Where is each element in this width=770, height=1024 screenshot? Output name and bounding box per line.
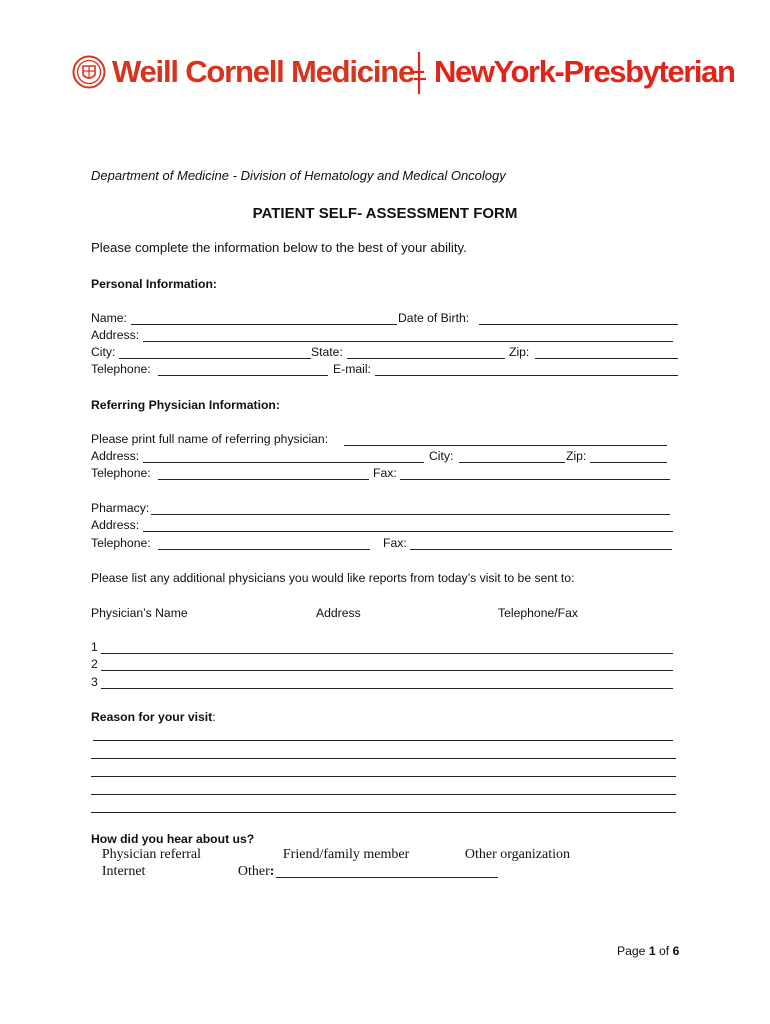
reason-line[interactable] xyxy=(91,812,676,813)
checkbox-icon[interactable] xyxy=(227,864,238,879)
personal-info-heading: Personal Information: xyxy=(91,277,217,291)
ref-zip-label: Zip: xyxy=(566,449,587,463)
ref-city-field[interactable] xyxy=(459,462,565,463)
zip-field[interactable] xyxy=(535,358,678,359)
reason-colon: : xyxy=(212,710,216,724)
physician-row-number: 2 xyxy=(91,657,98,671)
address-label: Address: xyxy=(91,328,140,342)
page-indicator: Page 1 of 6 xyxy=(617,944,680,958)
physician-row-number: 3 xyxy=(91,675,98,689)
reason-line[interactable] xyxy=(91,776,676,777)
form-title: PATIENT SELF- ASSESSMENT FORM xyxy=(252,205,518,222)
physician-row-field[interactable] xyxy=(101,670,673,671)
col-address: Address xyxy=(316,606,361,620)
checkbox-icon[interactable] xyxy=(454,847,465,862)
option-friend-family[interactable]: Friend/family member xyxy=(272,847,399,862)
pharmacy-address-label: Address: xyxy=(91,518,140,532)
physician-row-field[interactable] xyxy=(101,688,673,689)
pharmacy-label: Pharmacy: xyxy=(91,501,150,515)
ref-telephone-label: Telephone: xyxy=(91,466,151,480)
total-pages: 6 xyxy=(672,944,680,958)
reason-line[interactable] xyxy=(91,794,676,795)
col-telephone-fax: Telephone/Fax xyxy=(498,606,578,620)
additional-prompt: Please list any additional physicians you would like reports from today’s visit to be sent to: xyxy=(91,571,575,585)
col-physician-name: Physician’s Name xyxy=(91,606,188,620)
other-field[interactable] xyxy=(276,877,498,878)
pharmacy-telephone-label: Telephone: xyxy=(91,536,151,550)
reason-line[interactable] xyxy=(91,758,676,759)
dob-label: Date of Birth: xyxy=(398,311,470,325)
ref-address-field[interactable] xyxy=(143,462,424,463)
city-label: City: xyxy=(91,345,116,359)
physician-row-field[interactable] xyxy=(101,653,673,654)
option-internet[interactable]: Internet xyxy=(91,864,135,879)
department-line: Department of Medicine - Division of Hematology and Medical Oncology xyxy=(91,168,506,183)
checkbox-icon[interactable] xyxy=(91,864,102,879)
reason-heading xyxy=(91,710,216,724)
email-field[interactable] xyxy=(375,375,678,376)
ref-address-label: Address: xyxy=(91,449,140,463)
pharmacy-telephone-field[interactable] xyxy=(158,549,370,550)
nyp-logo xyxy=(412,50,735,94)
nyp-wordmark: NewYork-Presbyterian xyxy=(434,54,735,89)
option-other[interactable]: Other: xyxy=(227,864,274,880)
current-page: 1 xyxy=(648,944,656,958)
other-colon: : xyxy=(258,864,264,879)
physician-row-number: 1 xyxy=(91,640,98,654)
ref-fax-field[interactable] xyxy=(400,479,670,480)
ref-city-label: City: xyxy=(429,449,454,463)
ref-name-field[interactable] xyxy=(344,445,667,446)
option-other-organization[interactable]: Other organization xyxy=(454,847,560,862)
pharmacy-fax-field[interactable] xyxy=(410,549,672,550)
checkbox-icon[interactable] xyxy=(272,847,283,862)
pharmacy-address-field[interactable] xyxy=(143,531,673,532)
pharmacy-fax-label: Fax: xyxy=(383,536,407,550)
state-label: State: xyxy=(311,345,343,359)
address-field[interactable] xyxy=(143,341,673,342)
weill-cornell-logo xyxy=(72,50,414,94)
option-physician-referral[interactable]: Physician referral xyxy=(91,847,191,862)
ref-telephone-field[interactable] xyxy=(158,479,369,480)
hear-heading: How did you hear about us? xyxy=(91,832,255,846)
ref-fax-label: Fax: xyxy=(373,466,397,480)
zip-label: Zip: xyxy=(509,345,530,359)
dob-field[interactable] xyxy=(479,324,678,325)
nyp-mark-icon xyxy=(412,50,426,94)
ref-name-label: Please print full name of referring physician: xyxy=(91,432,329,446)
telephone-label: Telephone: xyxy=(91,362,151,376)
checkbox-icon[interactable] xyxy=(91,847,102,862)
email-label: E-mail: xyxy=(333,362,371,376)
state-field[interactable] xyxy=(347,358,505,359)
name-field[interactable] xyxy=(131,324,397,325)
instructions: Please complete the information below to the best of your ability. xyxy=(91,240,467,255)
name-label: Name: xyxy=(91,311,127,325)
cornell-seal-icon xyxy=(72,50,106,94)
pharmacy-field[interactable] xyxy=(151,514,670,515)
reason-line[interactable] xyxy=(93,740,673,741)
referring-heading: Referring Physician Information: xyxy=(91,398,280,412)
reason-heading-text: Reason for your visit xyxy=(91,710,213,724)
telephone-field[interactable] xyxy=(158,375,328,376)
city-field[interactable] xyxy=(119,358,311,359)
ref-zip-field[interactable] xyxy=(590,462,667,463)
weill-cornell-wordmark: Weill Cornell Medicine xyxy=(112,54,415,89)
